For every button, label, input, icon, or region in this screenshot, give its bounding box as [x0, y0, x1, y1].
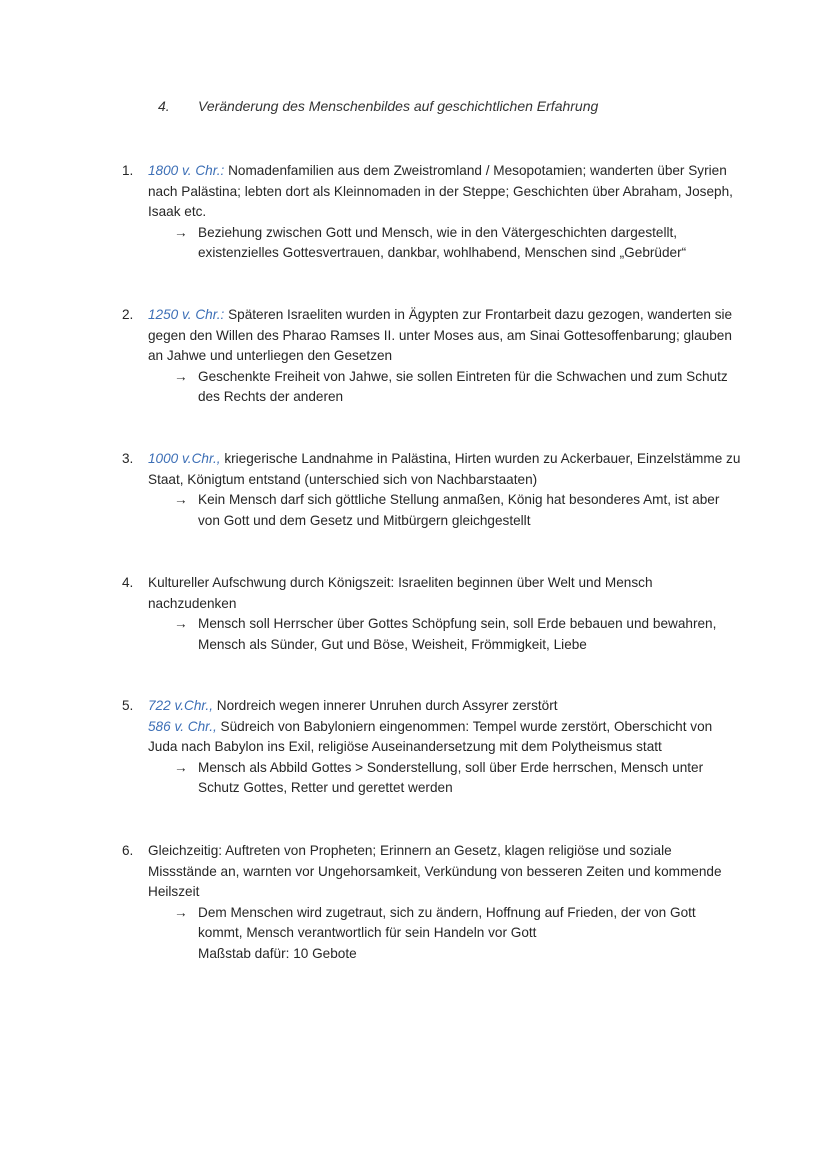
item-date: 1000 v.Chr.,: [148, 451, 221, 466]
item-date: 1250 v. Chr.:: [148, 307, 225, 322]
item-number: 4.: [122, 575, 134, 590]
item-number: 3.: [122, 451, 134, 466]
item-date-2: 586 v. Chr.,: [148, 718, 217, 734]
item-text-2: 586 v. Chr., Südreich von Babyloniern eingenommen: Tempel wurde zerstört, Oberschicht von Juda nach Babylon ins Exil, religiöse Auseinandersetzung mit dem Polytheismus statt: [148, 718, 713, 754]
item-number: 2.: [122, 307, 134, 322]
list-item-5: [122, 696, 742, 799]
item-consequence: → Dem Menschen wird zugetraut, sich zu ändern, Hoffnung auf Frieden, der von Gott kommt, Mensch verantwortlich für sein Handeln vor Gott: [174, 904, 696, 940]
item-consequence: → Beziehung zwischen Gott und Mensch, wie in den Vätergeschichten dargestellt, existenzielles Gottesvertrauen, dankbar, wohlhabend, Menschen sind „Gebrüder“: [174, 224, 687, 260]
arrow-icon: →: [174, 368, 188, 384]
item-text: 1000 v.Chr., kriegerische Landnahme in Palästina, Hirten wurden zu Ackerbauer, Einzelstämme zu Staat, Königtum entstand (unterschied sich von Nachbarstaaten): [148, 451, 741, 487]
arrow-icon: →: [174, 224, 188, 240]
item-text: 1800 v. Chr.: Nomadenfamilien aus dem Zweistromland / Mesopotamien; wanderten über Syrien nach Palästina; lebten dort als Kleinnomaden in der Steppe; Geschichten über Abraham, Joseph, Isaak etc.: [148, 163, 733, 219]
item-number: 5.: [122, 698, 134, 713]
list-item-4: [122, 573, 742, 655]
item-number: 6.: [122, 843, 134, 858]
item-text: 1250 v. Chr.: Späteren Israeliten wurden in Ägypten zur Frontarbeit dazu gezogen, wanderten sie gegen den Willen des Pharao Ramses II. unter Moses aus, am Sinai Gottesoffenbarung; glauben an Jahwe und unterliegen den Gesetzen: [148, 307, 733, 363]
section-heading: [158, 98, 598, 114]
item-consequence: → Kein Mensch darf sich göttliche Stellung anmaßen, König hat besonderes Amt, ist aber von Gott und dem Gesetz und Mitbürgern gleichgestellt: [174, 492, 720, 528]
arrow-icon: →: [174, 759, 188, 775]
item-date: 1800 v. Chr.:: [148, 163, 225, 178]
item-text: Kultureller Aufschwung durch Königszeit: Israeliten beginnen über Welt und Mensch nachzudenken: [148, 575, 653, 611]
section-title: Veränderung des Menschenbildes auf geschichtlichen Erfahrung: [198, 98, 599, 114]
item-text: 722 v.Chr., Nordreich wegen innerer Unruhen durch Assyrer zerstört: [148, 698, 558, 713]
item-text: Gleichzeitig: Auftreten von Propheten; Erinnern an Gesetz, klagen religiöse und soziale Missstände an, warnten vor Ungehorsamkeit, Verkündung von besseren Zeiten und kommende Heilszeit: [148, 843, 722, 899]
list-item-6: [122, 841, 742, 964]
item-consequence: → Geschenkte Freiheit von Jahwe, sie sollen Eintreten für die Schwachen und zum Schutz des Rechts der anderen: [174, 368, 728, 404]
list-item-2: [122, 305, 742, 408]
section-number: 4.: [158, 98, 170, 114]
item-date: 722 v.Chr.,: [148, 698, 213, 713]
item-consequence: → Mensch als Abbild Gottes > Sonderstellung, soll über Erde herrschen, Mensch unter Schutz Gottes, Retter und gerettet werden: [174, 759, 704, 795]
arrow-icon: →: [174, 616, 188, 631]
item-consequence: → Mensch soll Herrscher über Gottes Schöpfung sein, soll Erde bebauen und bewahren, Mensch als Sünder, Gut und Böse, Weisheit, Frömmigkeit, Liebe: [174, 616, 717, 652]
list-item-3: [122, 449, 742, 531]
arrow-icon: →: [174, 904, 188, 920]
item-extra: Maßstab dafür: 10 Gebote: [198, 945, 357, 961]
list-item-1: [122, 161, 742, 264]
item-number: 1.: [122, 163, 134, 178]
arrow-icon: →: [174, 492, 188, 507]
